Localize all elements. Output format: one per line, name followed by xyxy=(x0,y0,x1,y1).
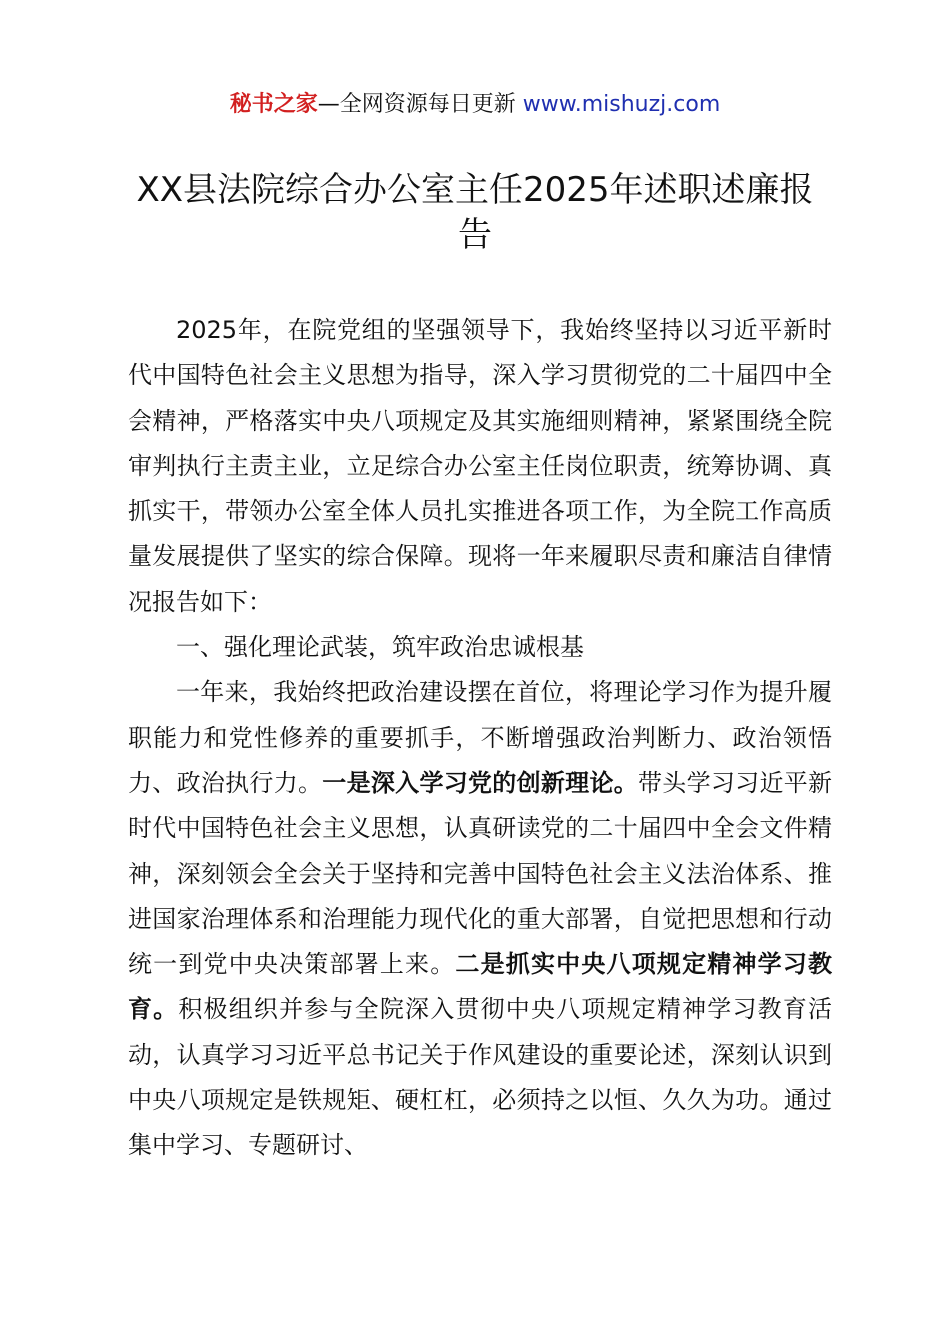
bold-point-one: 一是深入学习党的创新理论。 xyxy=(322,768,639,797)
section-paragraph xyxy=(128,670,832,1168)
intro-paragraph: 2025年，在院党组的坚强领导下，我始终坚持以习近平新时代中国特色社会主义思想为指导，深入学习贯彻党的二十届四中全会精神，严格落实中央八项规定及其实施细则精神，紧紧围绕全院审判执行主责主业，立足综合办公室主任岗位职责，统筹协调、真抓实干，带领办公室全体人员扎实推进各项工作，为全院工作高质量发展提供了坚实的综合保障。现将一年来履职尽责和廉洁自律情况报告如下： xyxy=(128,316,832,616)
paragraph-text: 一年来，我始终把政治建设摆在首位，将理论学习作为提升履职能力和党性修养的重要抓手，不断增强政治判断力、政治领悟力、政治执行力。 xyxy=(128,678,832,797)
bold-point-two: 二是抓实中央八项规定精神学习教育。 xyxy=(128,950,833,1024)
site-url-link[interactable]: www.mishuzj.com xyxy=(522,92,721,117)
brand-name: 秘书之家 xyxy=(229,92,318,117)
site-header xyxy=(0,88,950,122)
document-title: XX县法院综合办公室主任2025年述职述廉报告 xyxy=(136,170,814,255)
section-heading: 一、强化理论武装，筑牢政治忠诚根基 xyxy=(176,633,584,662)
document-body xyxy=(128,308,832,1169)
paragraph-text: 带头学习习近平新时代中国特色社会主义思想，认真研读党的二十届四中全会文件精神，深刻领会全会关于坚持和完善中国特色社会主义法治体系、推进国家治理体系和治理能力现代化的重大部署，自觉把思想和行动统一到党中央决策部署上来。 xyxy=(128,768,833,979)
paragraph-text: 积极组织并参与全院深入贯彻中央八项规定精神学习教育活动，认真学习习近平总书记关于作风建设的重要论述，深刻认识到中央八项规定是铁规矩、硬杠杠，必须持之以恒、久久为功。通过集中学习、专题研讨、 xyxy=(128,995,833,1160)
header-tagline: —全网资源每日更新 xyxy=(317,92,516,117)
